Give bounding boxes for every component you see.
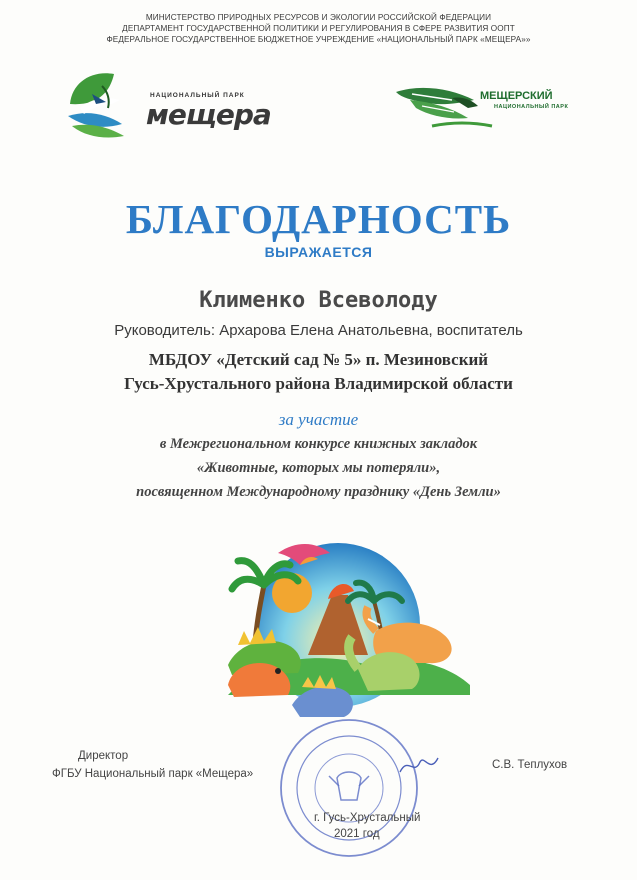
description-line-1: в Межрегиональном конкурсе книжных закладок [159, 436, 478, 452]
header-institution: ФЕДЕРАЛЬНОЕ ГОСУДАРСТВЕННОЕ БЮДЖЕТНОЕ УЧРЕЖДЕНИЕ «НАЦИОНАЛЬНЫЙ ПАРК «МЕЩЕРА»» [106, 35, 531, 44]
header-ministry: МИНИСТЕРСТВО ПРИРОДНЫХ РЕСУРСОВ И ЭКОЛОГИИ РОССИЙСКОЙ ФЕДЕРАЦИИ [145, 13, 492, 22]
eagle-emblem-icon [329, 772, 369, 800]
organization-line-2: Гусь-Хрустального района Владимирской области [124, 374, 513, 393]
signature-city: г. Гусь-Хрустальный [314, 812, 421, 824]
participation-label: за участие [278, 410, 359, 429]
meshchera-logo [62, 64, 302, 144]
logo-left-title: мещера [146, 98, 271, 131]
meshchersky-logo [392, 78, 572, 136]
description-line-3: посвященном Международному празднику «День Земли» [136, 484, 501, 500]
dinosaur-illustration [208, 535, 470, 725]
certificate-subtitle: ВЫРАЖАЕТСЯ [264, 244, 373, 260]
description-line-2: «Животные, которых мы потеряли», [196, 460, 441, 476]
logo-right-caption: НАЦИОНАЛЬНЫЙ ПАРК [494, 104, 569, 110]
handwritten-signature [396, 750, 442, 780]
logo-left-caption: НАЦИОНАЛЬНЫЙ ПАРК [150, 92, 245, 99]
leader-line: Руководитель: Архарова Елена Анатольевна, воспитатель [114, 322, 523, 339]
organization-line-1: МБДОУ «Детский сад № 5» п. Мезиновский [148, 350, 489, 369]
certificate-title: БЛАГОДАРНОСТЬ [125, 196, 512, 242]
signature-name: С.В. Теплухов [492, 759, 568, 771]
signature-org: ФГБУ Национальный парк «Мещера» [52, 768, 254, 780]
signature-year: 2021 год [334, 828, 380, 840]
recipient-name: Клименко Всеволоду [199, 288, 438, 313]
signature-role: Директор [78, 750, 129, 762]
header-department: ДЕПАРТАМЕНТ ГОСУДАРСТВЕННОЙ ПОЛИТИКИ И РЕГУЛИРОВАНИЯ В СФЕРЕ РАЗВИТИЯ ООПТ [122, 24, 515, 33]
logo-right-title: МЕЩЕРСКИЙ [480, 90, 553, 102]
